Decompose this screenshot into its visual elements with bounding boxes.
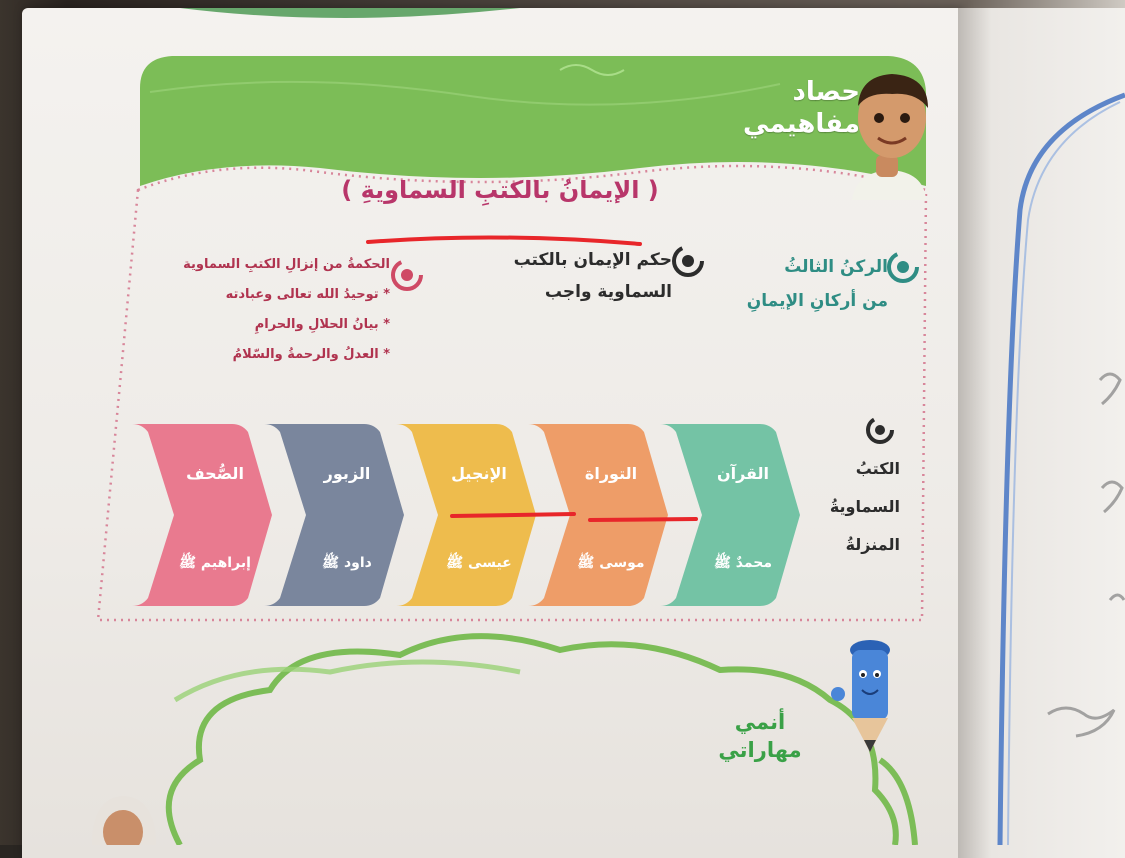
book-name: الإنجيل (451, 464, 507, 483)
annotation-underline-tawrah (590, 519, 696, 520)
book-chevron (132, 424, 272, 606)
ruling-line1: حكم الإيمان بالكتب (513, 250, 672, 270)
wisdom-item: * العدلُ والرحمةُ والسّلامُ (232, 347, 390, 362)
pillar-line2: من أركانِ الإيمانِ (746, 291, 888, 311)
annotation-underline-injil (452, 514, 574, 516)
book-name: القرآن (716, 464, 770, 483)
page-title: ( الإيمانُ بالكتبِ السماويةِ ) (341, 176, 659, 204)
prophet-name: موسى ﷺ (577, 555, 645, 571)
pillar-line1: الركنُ الثالثُ (784, 257, 888, 277)
wisdom-heading: الحكمةُ من إنزالِ الكتبِ السماوية (183, 257, 390, 272)
book-name: الزبور (323, 464, 371, 483)
wisdom-block (150, 250, 390, 370)
skills-line1: أنمي (734, 710, 786, 734)
banner-title (715, 76, 860, 140)
banner-line2: مفاهيمي (743, 109, 860, 139)
ruling-line2: السماوية واجب (544, 282, 672, 302)
prophet-name: محمدٌ ﷺ (713, 555, 773, 571)
skills-line2: مهاراتي (718, 738, 802, 762)
revealed-books-line1: الكتبُ (855, 459, 900, 478)
prophet-name: داود ﷺ (322, 555, 372, 571)
pillar-block (700, 250, 888, 318)
book-name: التوراة (584, 464, 638, 483)
prophet-name: عيسى ﷺ (446, 555, 512, 571)
book-name: الصُّحف (186, 464, 244, 483)
skills-title (690, 708, 830, 764)
revealed-books-line2: السماويةُ (829, 497, 900, 516)
ruling-block (462, 244, 672, 308)
revealed-books-label (800, 450, 900, 564)
wisdom-item: * بيانُ الحلالِ والحرامِ (254, 317, 390, 332)
book-chevron (660, 424, 800, 606)
book-chevron (264, 424, 404, 606)
prophet-name: إبراهيم ﷺ (179, 555, 251, 571)
wisdom-item: * توحيدُ الله تعالى وعبادته (225, 287, 390, 302)
revealed-books-line3: المنزلةُ (845, 535, 900, 554)
banner-line1: حصاد (792, 77, 860, 107)
